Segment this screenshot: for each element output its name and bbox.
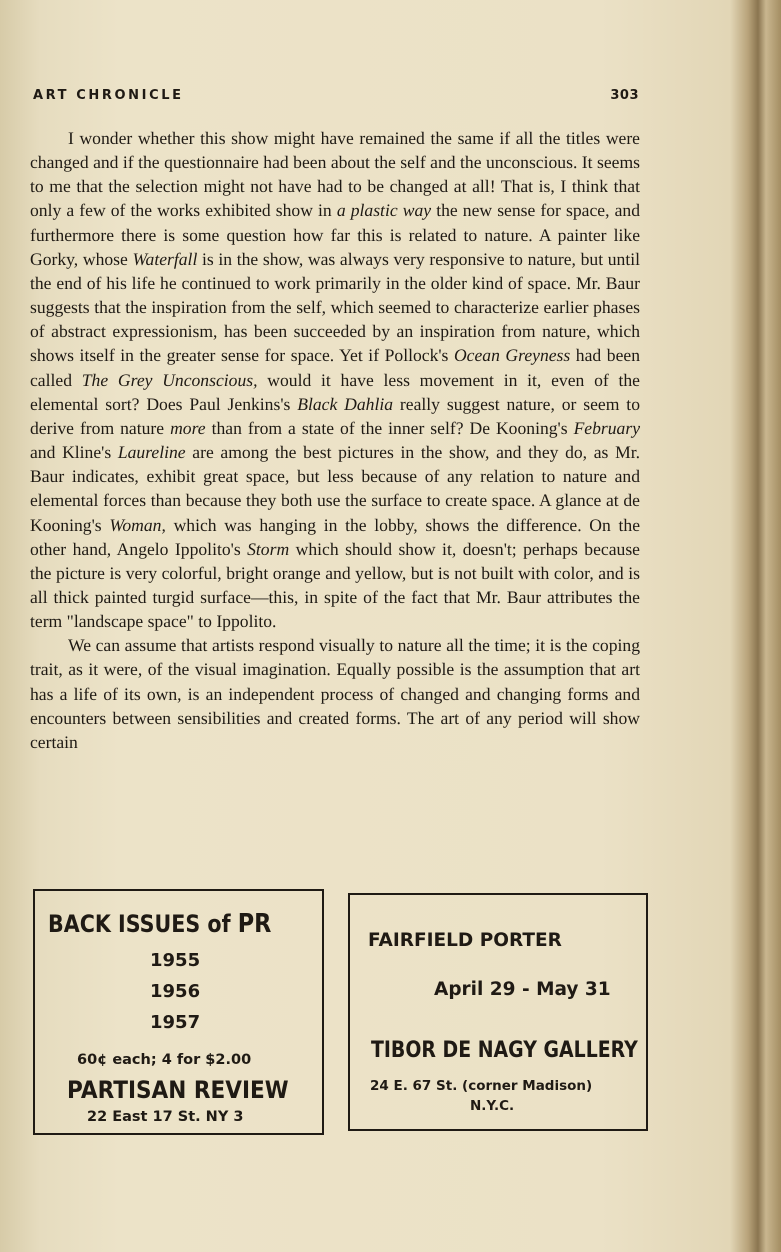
- text-run: and Kline's: [30, 442, 118, 463]
- publication-address: 22 East 17 St. NY 3: [87, 1109, 244, 1125]
- page-number: 303: [610, 88, 639, 103]
- gallery-name: TIBOR DE NAGY GALLERY: [371, 1037, 638, 1063]
- text-run: had been called: [30, 345, 640, 390]
- paragraph-2: We can assume that artists respond visually to nature all the time; it is the coping trait, as it were, of the visual imagination. Equally possible is the assumption that art has a life of its own, is an independent process of changed and changing forms and encounters between sensibilities and created forms. The art of any period will show certain: [30, 635, 640, 752]
- running-head: [33, 88, 639, 103]
- text-run: which should show it, doesn't; perhaps because the picture is very colorful, bright orange and yellow, but is not built with color, and is all thick painted turgid surface—this, in spite of the fact that Mr. Baur attributes the term "landscape space" to Ippolito.: [30, 538, 640, 632]
- year-1957: 1957: [150, 1012, 201, 1033]
- price-text: 60¢ each; 4 for $2.00: [77, 1052, 252, 1068]
- text-run: the new sense for space, and furthermore there is some question how far this is related to nature. A painter like Gorky, whose: [30, 200, 640, 269]
- artwork-title: Woman,: [109, 514, 166, 535]
- text-run: are among the best pictures in the show, and they do, as Mr. Baur indicates, exhibit great space, but less because of any relation to nature and elemental forces than because they both use the surface to create space. A glance at de Kooning's: [30, 442, 640, 535]
- text-run: really suggest nature, or seem to derive from nature: [30, 393, 640, 438]
- article-body: [30, 126, 640, 754]
- artist-name: FAIRFIELD PORTER: [368, 930, 562, 951]
- gallery-city: N.Y.C.: [470, 1098, 515, 1114]
- text-run: than from a state of the inner self? De Kooning's: [205, 417, 574, 438]
- back-issues-ad: [33, 889, 324, 1135]
- gallery-ad: [348, 893, 648, 1131]
- section-title: ART CHRONICLE: [33, 88, 184, 103]
- artwork-title: Black Dahlia: [297, 393, 394, 414]
- year-1955: 1955: [150, 950, 201, 971]
- paragraph-1: [30, 126, 640, 633]
- italic-phrase: a plastic way: [336, 200, 432, 221]
- italic-word: more: [170, 417, 206, 438]
- artwork-title: Storm: [247, 538, 290, 559]
- text-run: would it have less movement in it, even of the elemental sort? Does Paul Jenkins's: [30, 369, 640, 414]
- ad-title-pr: PR: [237, 909, 272, 939]
- exhibition-dates: April 29 - May 31: [434, 979, 611, 1000]
- text-run: which was hanging in the lobby, shows the difference. On the other hand, Angelo Ippolito's: [30, 514, 641, 559]
- artwork-title: The Grey Unconscious,: [81, 369, 258, 390]
- publication-name: PARTISAN REVIEW: [67, 1076, 289, 1104]
- text-run: is in the show, was always very responsive to nature, but until the end of his life he continued to work primarily in the older kind of space. Mr. Baur suggests that the inspiration from the self, which seemed to characterize earlier phases of abstract expressionism, has been succeeded by an inspiration from nature, which shows itself in the greater sense for space. Yet if Pollock's: [30, 248, 640, 366]
- gallery-address: 24 E. 67 St. (corner Madison): [370, 1078, 593, 1094]
- artwork-title: Laureline: [117, 442, 186, 463]
- artwork-title: Ocean Greyness: [453, 345, 571, 366]
- artwork-title: Waterfall: [132, 248, 198, 269]
- ad-title-text: BACK ISSUES of: [48, 910, 238, 938]
- ad-title: [48, 909, 271, 939]
- year-1956: 1956: [150, 981, 201, 1002]
- artwork-title: February: [573, 417, 641, 438]
- text-run: I wonder whether this show might have remained the same if all the titles were changed and if the questionnaire had been about the self and the unconscious. It seems to me that the selection might not have had to be changed at all! That is, I think that only a few of the works exhibited show in: [30, 128, 640, 221]
